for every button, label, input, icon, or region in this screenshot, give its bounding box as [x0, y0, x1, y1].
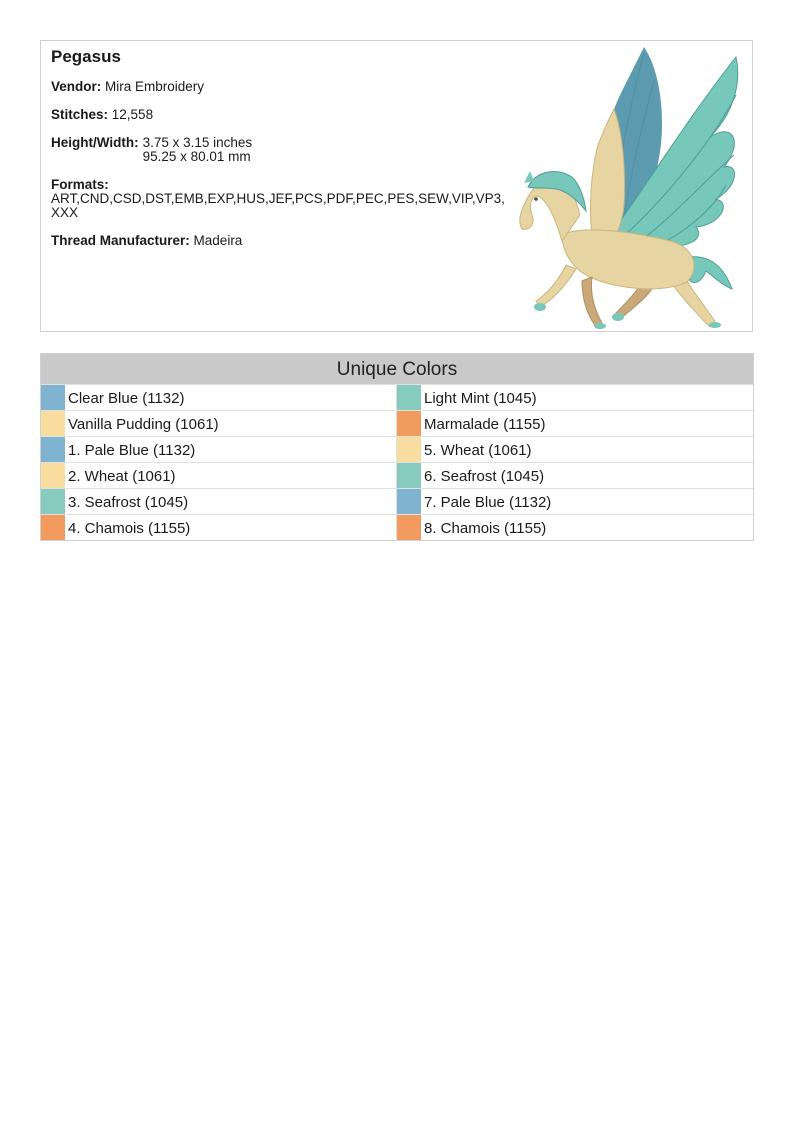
color-swatch	[397, 385, 421, 410]
color-name: 1. Pale Blue (1132)	[68, 442, 196, 459]
thread-manufacturer-label: Thread Manufacturer:	[51, 233, 190, 248]
unique-colors-table	[40, 353, 754, 541]
stitches-value: 12,558	[111, 107, 154, 122]
color-swatch	[397, 515, 421, 540]
color-row	[41, 436, 397, 462]
color-name: Light Mint (1045)	[424, 390, 537, 407]
stitches-label: Stitches:	[51, 107, 109, 122]
color-name: 3. Seafrost (1045)	[68, 494, 189, 511]
color-row	[397, 462, 753, 488]
vendor-row	[51, 80, 511, 94]
color-row	[41, 462, 397, 488]
color-swatch	[41, 463, 65, 488]
color-row	[397, 436, 753, 462]
color-name: 5. Wheat (1061)	[424, 442, 532, 459]
color-swatch	[41, 515, 65, 540]
vendor-value: Mira Embroidery	[105, 79, 205, 94]
formats-label: Formats:	[51, 177, 109, 192]
color-name: 6. Seafrost (1045)	[424, 468, 545, 485]
color-name: 4. Chamois (1155)	[68, 520, 191, 537]
height-width-row	[51, 136, 511, 164]
pegasus-image	[510, 45, 746, 329]
color-swatch	[41, 385, 65, 410]
thread-manufacturer-value: Madeira	[193, 233, 243, 248]
height-width-label: Height/Width:	[51, 135, 139, 150]
color-swatch	[41, 437, 65, 462]
design-title: Pegasus	[51, 47, 121, 66]
height-width-values	[143, 136, 253, 164]
color-name: 8. Chamois (1155)	[424, 520, 547, 537]
color-swatch	[397, 463, 421, 488]
height-width-mm: 95.25 x 80.01 mm	[142, 149, 251, 164]
stitches-row	[51, 108, 511, 122]
color-row	[41, 514, 397, 540]
design-info-panel	[40, 40, 753, 332]
color-name: 7. Pale Blue (1132)	[424, 494, 552, 511]
color-swatch	[397, 411, 421, 436]
color-row	[397, 514, 753, 540]
color-swatch	[397, 437, 421, 462]
color-swatch	[397, 489, 421, 514]
color-name: Vanilla Pudding (1061)	[68, 416, 219, 433]
colors-grid	[41, 384, 753, 540]
color-row	[397, 488, 753, 514]
color-row	[41, 384, 397, 410]
color-name: Clear Blue (1132)	[68, 390, 185, 407]
color-swatch	[41, 489, 65, 514]
formats-value: ART,CND,CSD,DST,EMB,EXP,HUS,JEF,PCS,PDF,PEC,PES,SEW,VIP,VP3,XXX	[51, 191, 505, 220]
formats-row	[51, 178, 511, 220]
vendor-label: Vendor:	[51, 79, 102, 94]
height-width-inches: 3.75 x 3.15 inches	[142, 135, 253, 150]
color-swatch	[41, 411, 65, 436]
unique-colors-header: Unique Colors	[41, 354, 753, 384]
color-row	[41, 488, 397, 514]
color-name: 2. Wheat (1061)	[68, 468, 176, 485]
color-name: Marmalade (1155)	[424, 416, 546, 433]
color-row	[41, 410, 397, 436]
design-details	[51, 47, 511, 262]
color-row	[397, 384, 753, 410]
thread-row	[51, 234, 511, 248]
color-row	[397, 410, 753, 436]
